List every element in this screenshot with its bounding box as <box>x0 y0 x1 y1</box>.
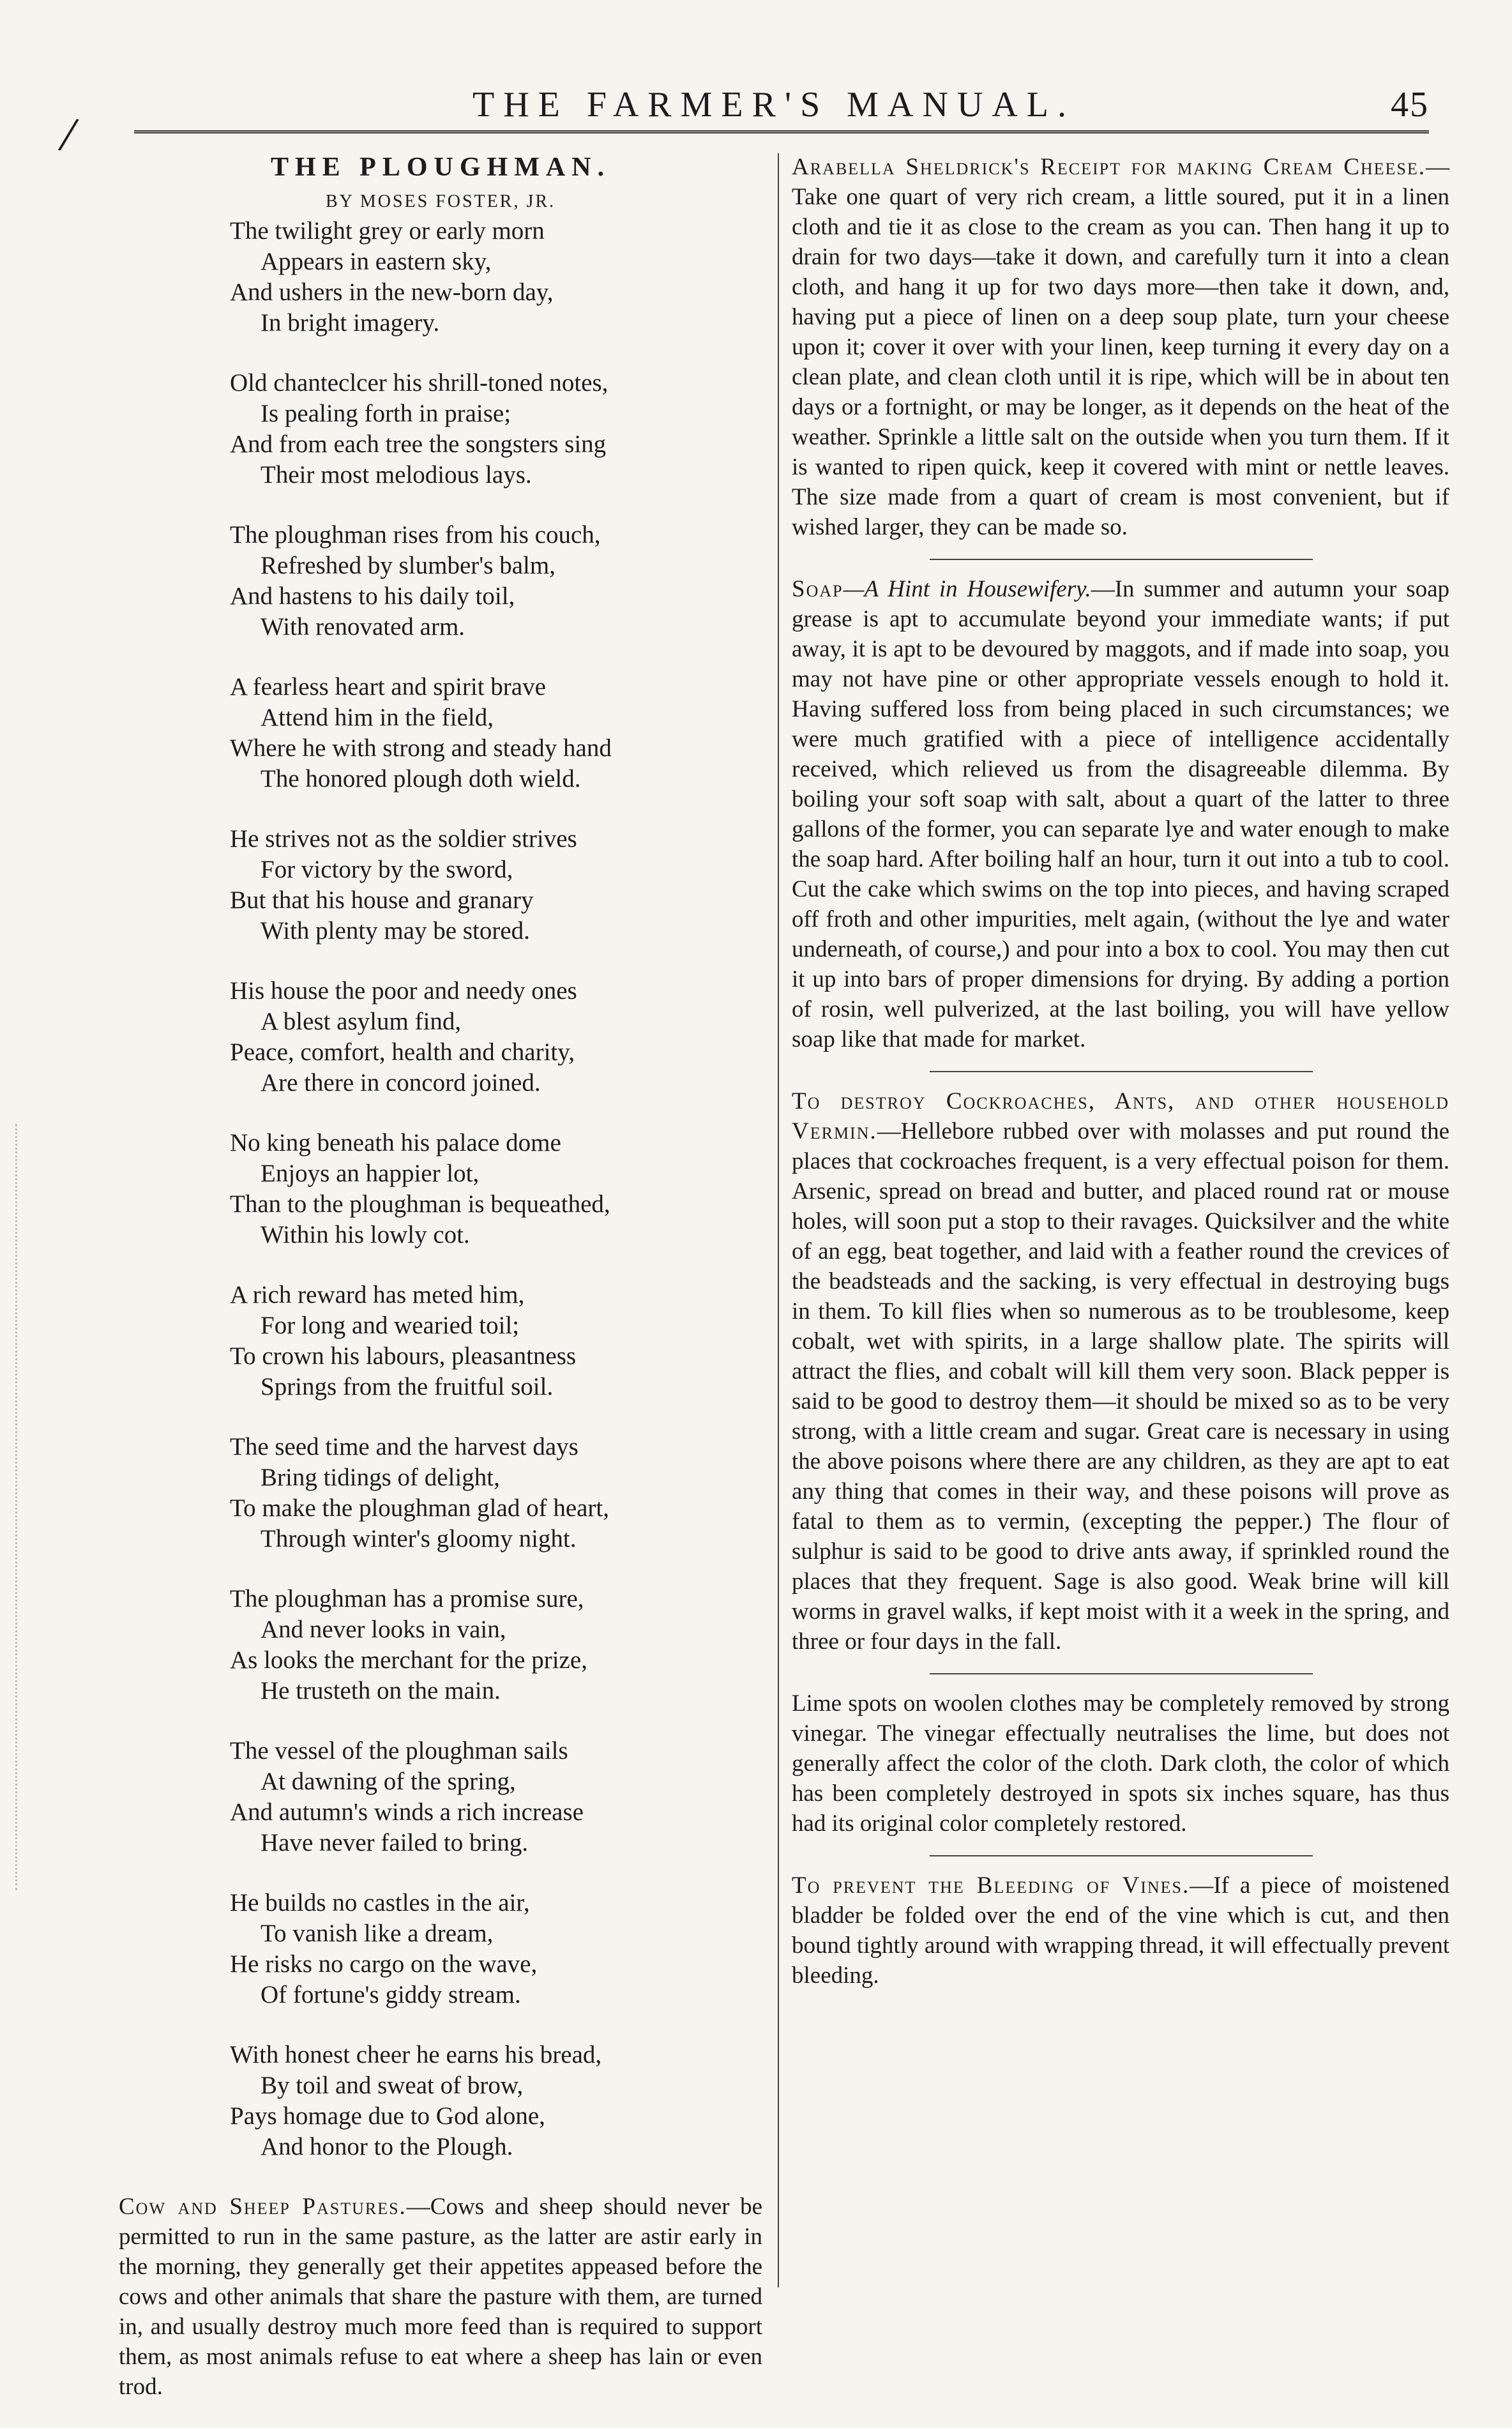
article <box>792 574 1449 1054</box>
poem-body <box>119 216 762 2162</box>
poem-stanza <box>230 824 762 946</box>
margin-mark: / <box>56 105 82 164</box>
article-body: —Take one quart of very rich cream, a little soured, put it in a linen cloth and tie it as close to the cream as you can. Then hang it up to drain for two days—take it down, and carefully turn it into a clean cloth, and hang it up for two days more—then take it down, and, having put a piece of linen on a deep soup plate, turn your cheese upon it; cover it over with your linen, keep turning it every day on a clean plate, and clean cloth until it is ripe, which will be in about ten days or a fortnight, or may be longer, as it depends on the heat of the weather. Sprinkle a little salt on the outside when you turn them. If it is wanted to ripen quick, keep it covered with mint or nettle leaves. The size made from a quart of cream is most convenient, but if wished larger, they can be made so. <box>792 154 1449 540</box>
poem-line: Bring tidings of delight, <box>261 1464 500 1491</box>
article <box>792 1688 1449 1839</box>
article-heading: To prevent the Bleeding of Vines. <box>792 1872 1190 1899</box>
poem-line: Than to the ploughman is bequeathed, <box>230 1190 610 1218</box>
poem-line: A rich reward has meted him, <box>230 1281 525 1309</box>
poem-stanza <box>230 1736 762 1858</box>
article-subheading: —A Hint in Housewifery. <box>843 576 1091 602</box>
running-head <box>128 84 1429 129</box>
poem-stanza <box>230 1888 762 2010</box>
poem-stanza <box>230 672 762 794</box>
poem-line: His house the poor and needy ones <box>230 977 577 1005</box>
poem-line: And hastens to his daily toil, <box>230 582 515 610</box>
poem-line: Through winter's gloomy night. <box>261 1525 577 1552</box>
poem-line: In bright imagery. <box>261 309 440 337</box>
poem-line: Peace, comfort, health and charity, <box>230 1038 575 1066</box>
poem-line: With plenty may be stored. <box>261 917 530 945</box>
poem-line: And ushers in the new-born day, <box>230 278 554 306</box>
poem-line: He builds no castles in the air, <box>230 1889 530 1916</box>
poem-stanza <box>230 976 762 1098</box>
poem-line: A fearless heart and spirit brave <box>230 673 546 701</box>
poem-line: Have never failed to bring. <box>261 1829 529 1856</box>
poem-line: The vessel of the ploughman sails <box>230 1737 568 1764</box>
poem-line: Enjoys an happier lot, <box>261 1160 480 1187</box>
poem-line: Of fortune's giddy stream. <box>261 1981 521 2008</box>
poem-line: He strives not as the soldier strives <box>230 825 577 853</box>
poem-line: Old chanteclcer his shrill-toned notes, <box>230 369 609 397</box>
poem-line: Pays homage due to God alone, <box>230 2102 545 2130</box>
poem-line: By toil and sweat of brow, <box>261 2072 524 2099</box>
poem-line: To crown his labours, pleasantness <box>230 1342 577 1370</box>
article-body: —If a piece of moistened bladder be folded over the end of the vine which is cut, and then bound tightly around with wrapping thread, it will effectually prevent bleeding. <box>792 1872 1449 1989</box>
poem-stanza <box>230 2040 762 2162</box>
header-rule <box>134 130 1429 136</box>
poem-line: But that his house and granary <box>230 886 534 914</box>
article-separator <box>930 559 1313 560</box>
poem-line: And never looks in vain, <box>261 1616 506 1643</box>
poem-line: Is pealing forth in praise; <box>261 400 511 427</box>
poem-line: The seed time and the harvest days <box>230 1433 578 1461</box>
poem-line: Refreshed by slumber's balm, <box>261 552 556 579</box>
poem-line: No king beneath his palace dome <box>230 1129 561 1157</box>
poem-line: With honest cheer he earns his bread, <box>230 2041 602 2068</box>
article-separator <box>930 1855 1313 1856</box>
poem-line: And autumn's winds a rich increase <box>230 1798 584 1826</box>
poem-line: Within his lowly cot. <box>261 1221 470 1248</box>
poem-line: For victory by the sword, <box>261 856 513 883</box>
poem-line: At dawning of the spring, <box>261 1768 516 1795</box>
article <box>792 1870 1449 1991</box>
poem-title: THE PLOUGHMAN. <box>270 153 610 182</box>
poem-line: As looks the merchant for the prize, <box>230 1646 587 1674</box>
left-column <box>119 152 762 2425</box>
poem-line: To vanish like a dream, <box>261 1920 494 1947</box>
margin-scan-artifact <box>15 1124 33 1890</box>
article-body: —Cows and sheep should never be permitted to run in the same pasture, as the latter are astir early in the morning, they generally get their appetites appeased before the cows and other animals that share the pasture with them, are turned in, and usually destroy much more feed than is required to support them, as most animals refuse to eat where a sheep has lain or even trod. <box>119 2194 762 2400</box>
poem-line: With renovated arm. <box>261 613 465 641</box>
poem-line: Where he with strong and steady hand <box>230 734 612 762</box>
poem-line: The honored plough doth wield. <box>261 765 581 793</box>
poem-line: Their most melodious lays. <box>261 461 532 489</box>
article <box>792 152 1449 542</box>
poem-line: Attend him in the field, <box>261 704 494 731</box>
poem-line: And from each tree the songsters sing <box>230 430 607 458</box>
cow-sheep-article <box>119 2192 762 2402</box>
article-heading: Cow and Sheep Pastures. <box>119 2194 407 2220</box>
article-body: —In summer and autumn your soap grease is apt to accumulate beyond your immediate wants; if put away, it is apt to be devoured by maggots, and if made into soap, you may not have pine or other appropriate vessels enough to hold it. Having suffered loss from being placed in such circumstances; we were much gratified with a piece of intelligence accidentally received, which relieved us from the disagreeable dilemma. By boiling your soft soap with salt, about a quart of the latter to three gallons of the former, you can separate lye and water enough to make the soap hard. After boiling half an hour, turn it out into a tub to cool. Cut the cake which swims on the top into pieces, and having scraped off froth and other impurities, melt again, (without the lye and water underneath, of course,) and pour into a box to cool. You may then cut it up into bars of proper dimensions for drying. By adding a portion of rosin, well pulverized, at the last boiling, you will have yellow soap like that made for market. <box>792 576 1449 1052</box>
poem-line: And honor to the Plough. <box>261 2133 513 2160</box>
right-column <box>792 152 1449 1991</box>
article-separator <box>930 1071 1313 1072</box>
poem-line: To make the ploughman glad of heart, <box>230 1494 610 1522</box>
article-body: —Hellebore rubbed over with molasses and put round the places that cockroaches frequent, is a very effectual poison for them. Arsenic, spread on bread and butter, and placed round rat or mouse holes, will soon put a stop to their ravages. Quicksilver and the white of an egg, beat together, and laid with a feather round the crevices of the beadsteads and the sacking, is very effectual in destroying bugs in them. To kill flies when so numerous as to be troublesome, keep cobalt, wet with spirits, in a large shallow plate. The spirits will attract the flies, and cobalt will kill them very soon. Black pepper is said to be good to destroy them—it should be mixed so as to be very strong, with a little cream and sugar. Great care is necessary in using the above poisons where there are any children, as they are apt to eat any thing that comes in their way, and these poisons will prove as fatal to them as to vermin, (excepting the pepper.) The flour of sulphur is said to be good to drive ants away, if sprinkled round the places that they frequent. Sage is also good. Weak brine will kill worms in gravel walks, if kept moist with it a week in the spring, and three or four days in the fall. <box>792 1118 1449 1655</box>
article <box>792 1086 1449 1657</box>
poem-stanza <box>230 1128 762 1250</box>
poem-line: For long and wearied toil; <box>261 1312 520 1339</box>
poem-line: A blest asylum find, <box>261 1008 462 1035</box>
page-title: THE FARMER'S MANUAL. <box>472 85 1075 125</box>
poem-line: He risks no cargo on the wave, <box>230 1950 538 1978</box>
article-heading: Soap <box>792 576 843 602</box>
column-rule <box>778 153 779 2288</box>
poem-line: Springs from the fruitful soil. <box>261 1373 554 1400</box>
poem-line: The twilight grey or early morn <box>230 217 545 245</box>
poem-stanza <box>230 1432 762 1554</box>
poem-line: The ploughman rises from his couch, <box>230 521 601 549</box>
page-number: 45 <box>1391 85 1429 125</box>
poem-byline: BY MOSES FOSTER, JR. <box>325 192 556 211</box>
poem-line: He trusteth on the main. <box>261 1677 501 1704</box>
article-heading: Arabella Sheldrick's Receipt for making Cream Cheese. <box>792 154 1426 180</box>
article-body: Lime spots on woolen clothes may be completely removed by strong vinegar. The vinegar effectually neutralises the lime, but does not generally affect the color of the cloth. Dark cloth, the color of which has been completely destroyed in spots six inches square, has thus had its original color completely restored. <box>792 1690 1449 1837</box>
poem-stanza <box>230 1584 762 1706</box>
poem-stanza <box>230 1280 762 1402</box>
poem-stanza <box>230 216 762 338</box>
poem-stanza <box>230 368 762 490</box>
poem-stanza <box>230 520 762 642</box>
article-heading: To destroy Cockroaches, Ants, and other household Vermin. <box>792 1088 1449 1144</box>
article-separator <box>930 1673 1313 1674</box>
poem-line: The ploughman has a promise sure, <box>230 1585 584 1612</box>
poem-line: Appears in eastern sky, <box>261 248 492 275</box>
poem-line: Are there in concord joined. <box>261 1069 541 1096</box>
